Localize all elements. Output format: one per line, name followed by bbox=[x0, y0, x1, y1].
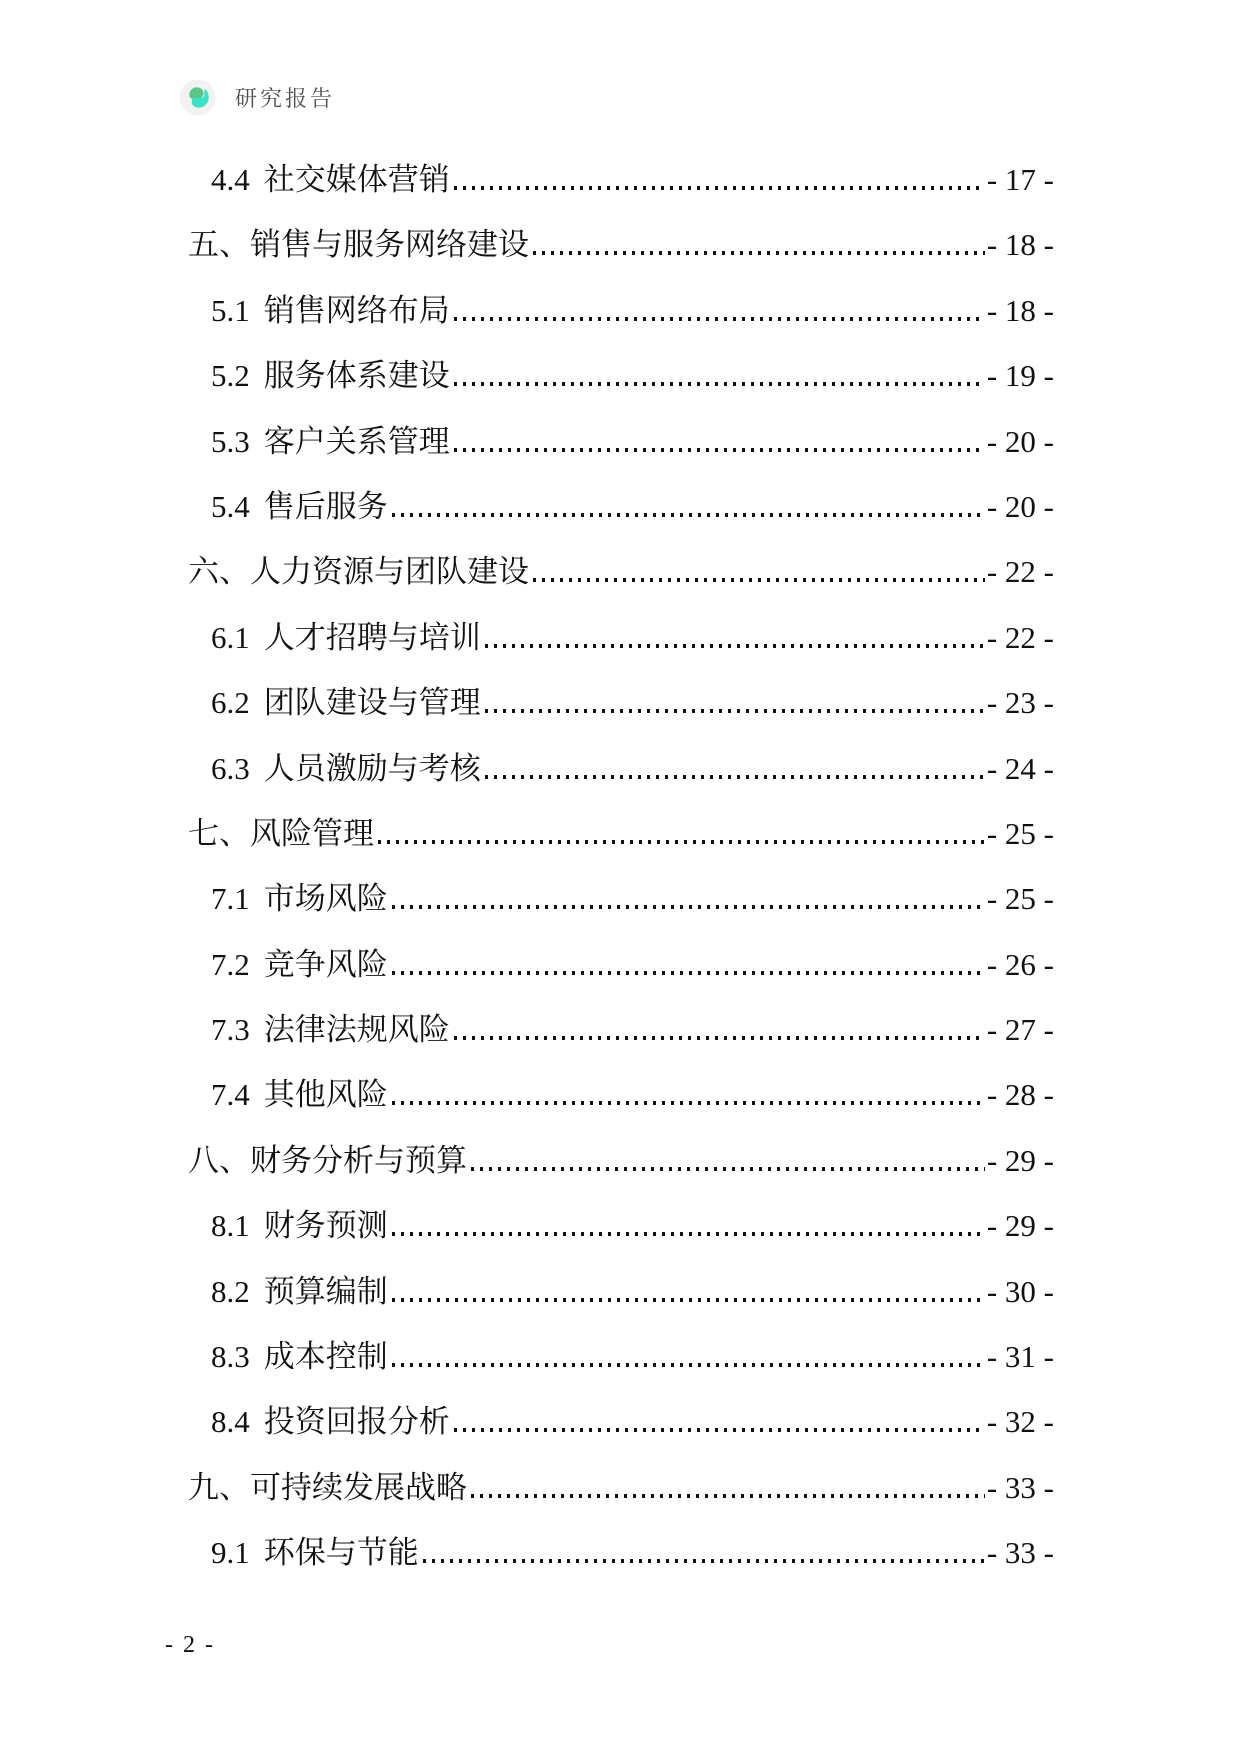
dot-leader bbox=[471, 1167, 985, 1171]
toc-entry-number: 6.2 bbox=[211, 685, 250, 721]
toc-entry-page: - 30 - bbox=[986, 1273, 1054, 1309]
brand-text: 研究报告 bbox=[235, 86, 336, 111]
toc-entry[interactable] bbox=[0, 539, 1240, 604]
toc-entry[interactable] bbox=[0, 343, 1240, 408]
brand-logo-icon bbox=[179, 79, 216, 116]
toc-entry-title: 客户关系管理 bbox=[263, 423, 450, 459]
toc-entry-page: - 28 - bbox=[986, 1077, 1054, 1113]
toc-entry[interactable] bbox=[0, 1193, 1240, 1258]
toc-entry[interactable] bbox=[0, 1455, 1240, 1520]
toc-entry[interactable] bbox=[0, 278, 1240, 343]
toc-entry-number: 九、 bbox=[188, 1469, 250, 1505]
toc-entry-number: 8.3 bbox=[211, 1339, 250, 1375]
toc-entry-page: - 23 - bbox=[986, 685, 1054, 721]
toc-entry-page: - 26 - bbox=[986, 946, 1054, 982]
dot-leader bbox=[485, 775, 985, 779]
toc-entry[interactable] bbox=[0, 736, 1240, 801]
toc-entry-title: 投资回报分析 bbox=[263, 1404, 450, 1440]
toc-entry[interactable] bbox=[0, 1128, 1240, 1193]
toc-entry-page: - 24 - bbox=[986, 750, 1054, 786]
toc-entry[interactable] bbox=[0, 1520, 1240, 1585]
dot-leader bbox=[423, 1559, 985, 1563]
page-footer bbox=[165, 1632, 215, 1659]
dot-leader bbox=[454, 317, 985, 321]
dot-leader bbox=[454, 448, 985, 452]
toc-entry-page: - 33 - bbox=[986, 1535, 1054, 1571]
toc-entry-title: 人力资源与团队建设 bbox=[250, 554, 529, 590]
toc-entry-title: 可持续发展战略 bbox=[250, 1469, 467, 1505]
toc-entry[interactable] bbox=[0, 1062, 1240, 1127]
toc-entry-title: 社交媒体营销 bbox=[263, 162, 450, 197]
toc-entry-number: 八、 bbox=[188, 1142, 250, 1178]
dot-leader bbox=[378, 840, 985, 844]
toc-entry-page: - 29 - bbox=[986, 1208, 1054, 1244]
toc-entry-page: - 18 - bbox=[986, 292, 1054, 328]
toc-entry[interactable] bbox=[0, 932, 1240, 997]
toc-entry[interactable] bbox=[0, 605, 1240, 670]
toc-entry-page: - 17 - bbox=[986, 162, 1054, 197]
toc-entry-number: 6.3 bbox=[211, 750, 250, 786]
toc-entry-title: 人才招聘与培训 bbox=[263, 619, 481, 655]
toc-entry-number: 5.4 bbox=[211, 488, 250, 524]
toc-entry-title: 人员激励与考核 bbox=[263, 750, 481, 786]
toc-entry-number: 7.4 bbox=[211, 1077, 250, 1113]
dot-leader bbox=[392, 1298, 985, 1302]
dot-leader bbox=[454, 1036, 985, 1040]
toc-entry-title: 预算编制 bbox=[263, 1273, 388, 1309]
toc-entry-page: - 29 - bbox=[986, 1142, 1054, 1178]
toc-entry-number: 7.3 bbox=[211, 1012, 250, 1048]
toc-entry-page: - 22 - bbox=[986, 619, 1054, 655]
toc-entry-page: - 32 - bbox=[986, 1404, 1054, 1440]
toc-entry-page: - 31 - bbox=[986, 1339, 1054, 1375]
dot-leader bbox=[454, 382, 985, 386]
dot-leader bbox=[533, 251, 985, 255]
toc-entry[interactable] bbox=[0, 212, 1240, 277]
toc-entry-title: 其他风险 bbox=[263, 1077, 388, 1113]
toc-entry-page: - 33 - bbox=[986, 1469, 1054, 1505]
toc-entry-title: 竞争风险 bbox=[263, 946, 388, 982]
dot-leader bbox=[392, 971, 985, 975]
toc-list bbox=[0, 147, 1240, 1586]
toc-entry[interactable] bbox=[0, 801, 1240, 866]
toc-entry-number: 9.1 bbox=[211, 1535, 250, 1571]
toc-entry-title: 成本控制 bbox=[263, 1339, 388, 1375]
dot-leader bbox=[392, 1101, 985, 1105]
dot-leader bbox=[392, 1363, 985, 1367]
toc-entry-page: - 27 - bbox=[986, 1012, 1054, 1048]
toc-entry-title: 销售网络布局 bbox=[263, 292, 450, 328]
toc-entry-number: 8.1 bbox=[211, 1208, 250, 1244]
toc-entry-page: - 25 - bbox=[986, 881, 1054, 917]
toc-entry-title: 财务分析与预算 bbox=[250, 1142, 467, 1178]
toc-entry[interactable] bbox=[0, 147, 1240, 212]
toc-entry-title: 风险管理 bbox=[250, 815, 374, 851]
toc-entry-number: 5.3 bbox=[211, 423, 250, 459]
toc-entry-page: - 20 - bbox=[986, 488, 1054, 524]
toc-entry[interactable] bbox=[0, 1324, 1240, 1389]
dot-leader bbox=[454, 1428, 985, 1432]
toc-entry[interactable] bbox=[0, 1259, 1240, 1324]
toc-entry-number: 六、 bbox=[188, 554, 250, 590]
toc-entry-title: 市场风险 bbox=[263, 881, 388, 917]
toc-entry[interactable] bbox=[0, 670, 1240, 735]
toc-entry-page: - 19 - bbox=[986, 358, 1054, 394]
page-number: - 2 - bbox=[165, 1632, 215, 1658]
toc-entry-title: 团队建设与管理 bbox=[263, 685, 481, 721]
toc-entry-number: 5.2 bbox=[211, 358, 250, 394]
toc-entry[interactable] bbox=[0, 997, 1240, 1062]
toc-entry-title: 销售与服务网络建设 bbox=[250, 227, 529, 263]
toc-entry-page: - 25 - bbox=[986, 815, 1054, 851]
toc-entry-page: - 18 - bbox=[986, 227, 1054, 263]
toc-entry-number: 5.1 bbox=[211, 292, 250, 328]
toc-entry-number: 七、 bbox=[188, 815, 250, 851]
dot-leader bbox=[471, 1494, 985, 1498]
toc-entry-title: 法律法规风险 bbox=[263, 1012, 450, 1048]
dot-leader bbox=[392, 1232, 985, 1236]
toc-entry-number: 8.4 bbox=[211, 1404, 250, 1440]
toc-entry-title: 环保与节能 bbox=[263, 1535, 419, 1571]
dot-leader bbox=[454, 186, 985, 190]
toc-entry[interactable] bbox=[0, 866, 1240, 931]
toc-entry-number: 6.1 bbox=[211, 619, 250, 655]
toc-entry-number: 7.1 bbox=[211, 881, 250, 917]
toc-entry-number: 7.2 bbox=[211, 946, 250, 982]
toc-entry-page: - 20 - bbox=[986, 423, 1054, 459]
toc-entry-title: 财务预测 bbox=[263, 1208, 388, 1244]
toc-entry-number: 8.2 bbox=[211, 1273, 250, 1309]
toc-entry-title: 服务体系建设 bbox=[263, 358, 450, 394]
dot-leader bbox=[392, 905, 985, 909]
dot-leader bbox=[485, 709, 985, 713]
report-header bbox=[179, 79, 335, 116]
toc-entry-page: - 22 - bbox=[986, 554, 1054, 590]
toc-entry-number: 五、 bbox=[188, 227, 250, 263]
toc-entry[interactable] bbox=[0, 409, 1240, 474]
dot-leader bbox=[533, 578, 985, 582]
toc-entry[interactable] bbox=[0, 474, 1240, 539]
dot-leader bbox=[392, 513, 985, 517]
toc-entry-number: 4.4 bbox=[211, 162, 250, 197]
dot-leader bbox=[485, 644, 985, 648]
toc-entry[interactable] bbox=[0, 1389, 1240, 1454]
toc-entry-title: 售后服务 bbox=[263, 488, 388, 524]
